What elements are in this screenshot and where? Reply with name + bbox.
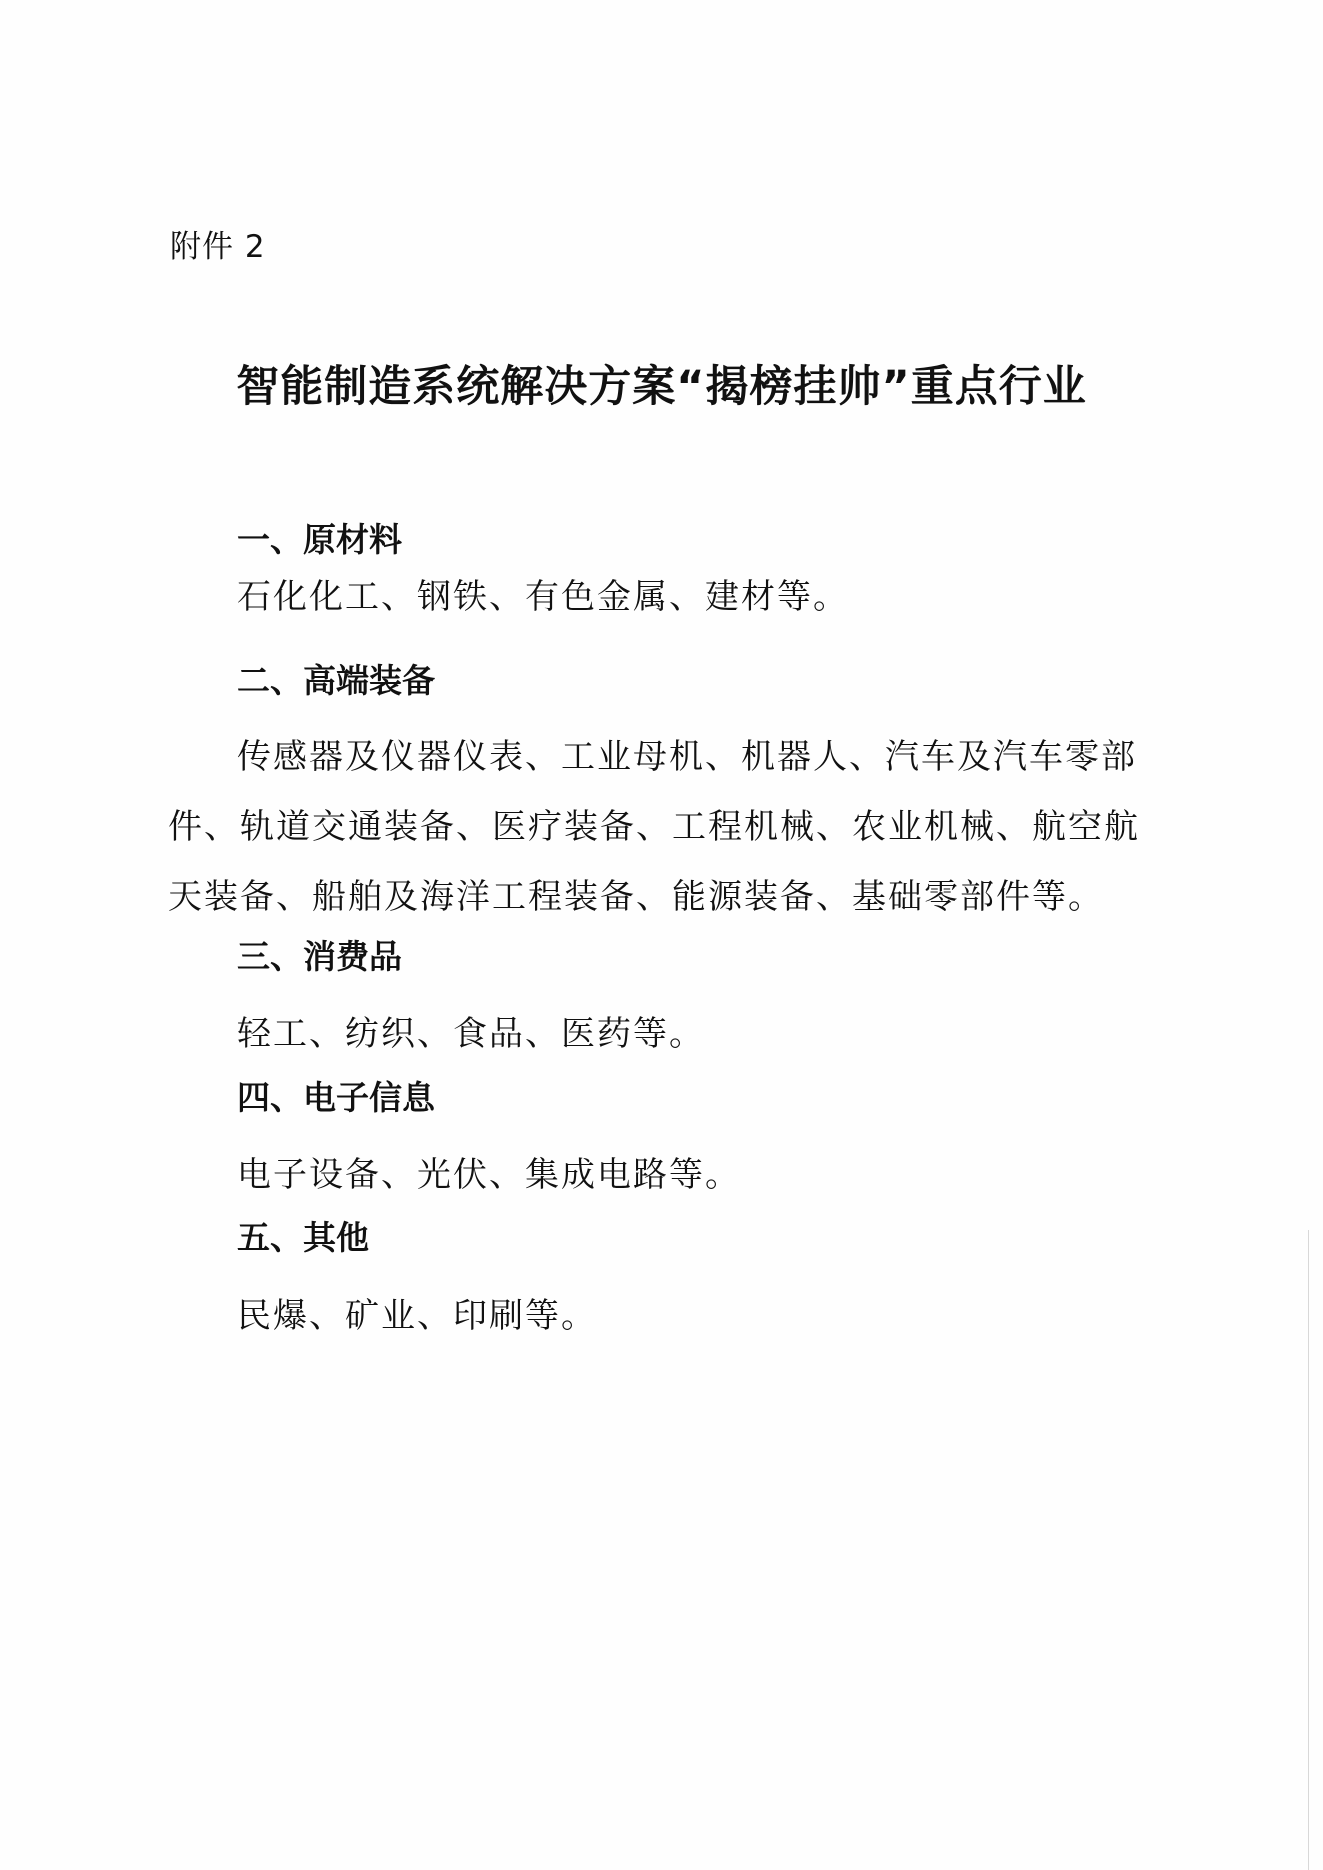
section-heading: 二、高端装备 [237,661,435,700]
scan-edge-line [1308,1230,1309,1870]
section-body: 石化化工、钢铁、有色金属、建材等。 [237,577,849,617]
section-body: 民爆、矿业、印刷等。 [237,1296,597,1336]
attachment-label: 附件 2 [170,229,266,265]
section-heading: 三、消费品 [237,937,402,976]
section-heading: 四、电子信息 [237,1078,435,1117]
section-body: 轻工、纺织、食品、医药等。 [237,1014,705,1054]
section-body: 传感器及仪器仪表、工业母机、机器人、汽车及汽车零部件、轨道交通装备、医疗装备、工程机械、农业机械、航空航天装备、船舶及海洋工程装备、能源装备、基础零部件等。 [168,737,1140,917]
section-body: 电子设备、光伏、集成电路等。 [237,1155,741,1195]
section-heading: 一、原材料 [237,520,402,559]
section-heading: 五、其他 [237,1218,369,1257]
page-title: 智能制造系统解决方案“揭榜挂帅”重点行业 [236,362,1087,412]
